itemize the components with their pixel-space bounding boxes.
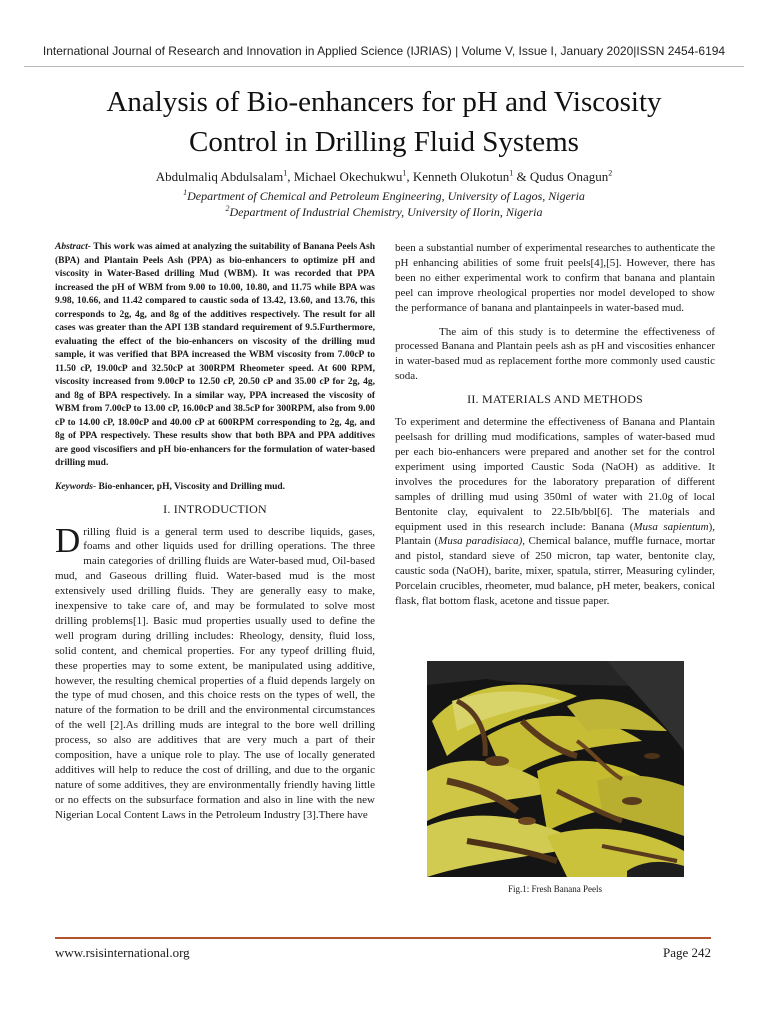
- keywords-text: Bio-enhancer, pH, Viscosity and Drilling mud.: [98, 481, 286, 492]
- abstract: [55, 241, 375, 471]
- keywords-label: Keywords-: [55, 481, 97, 492]
- paragraph-aim: The aim of this study is to determine the effectiveness of processed Banana and Plantain peels ash as pH and viscosities enhancer in water-based mud as replacement forthe more commonly used caustic soda.: [395, 325, 715, 383]
- author-4: Qudus Onagun: [529, 169, 609, 184]
- intro-heading: I. INTRODUCTION: [163, 501, 267, 516]
- paper-title: [40, 82, 728, 162]
- figure-caption: Fig.1: Fresh Banana Peels: [508, 884, 602, 894]
- author-4-affil: 2: [608, 168, 613, 178]
- affiliation-1-text: Department of Chemical and Petroleum Engineering, University of Lagos, Nigeria: [187, 189, 585, 203]
- methods-text-c: , Chemical balance, muffle furnace, mortar and pistol, standard sieve of 250 micron, tap water, bentonite clay, caustic soda (NaOH), barite, mixer, spatula, stirrer, Measuring cylinder, Porcelain crucibles, rheometer, mud balance, pH meter, beakers, conical flask, flat bottom flask, acetone and tissue paper.: [395, 535, 715, 608]
- keywords: [55, 481, 375, 494]
- author-3: Kenneth Olukotun: [412, 169, 510, 184]
- left-column: [55, 241, 375, 823]
- intro-text: rilling fluid is a general term used to describe liquids, gases, foams and other liquids used for drilling operations. The three main categories of drilling fluids are Water-based mud, Oil-based mud, and Gaseous drilling fluid. Water-based mud is the most extensively used drilling fluids. They are generally easy to make, inexpensive to take care of, and may be formulated to solve most drilling problems[1]. Basic mud properties usually used to define the well program during drilling includes: Rheology, density, fluid loss, solid content, and chemical properties. For any typeof drilling fluid, these properties may to some extent, be manipulated using additive, however, the resulting chemical properties of a fluid depends largely on the type of mud chosen, and this choice rests on the types of well, the nature of the formation to be drill and the environmental circumstances of the well [2].As drilling muds are integral to the bore well drilling process, so also are additives that are very much a part of their composition, have a unique role to play. The use of locally generated additives will help to reduce the cost of drilling, and due to the organic nature of some additives, they are environmentally friendly having little or no effects on the subsurface formation and also in line with the new Nigerian Local Content Laws in the Petroleum Industry [3].There have: [55, 525, 375, 821]
- page-number: Page 242: [662, 945, 711, 960]
- affiliation-2-text: Department of Industrial Chemistry, University of Ilorin, Nigeria: [229, 205, 543, 219]
- banana-peels-image: [427, 661, 684, 877]
- abstract-label: Abstract-: [55, 242, 91, 252]
- footer-website: www.rsisinternational.org: [55, 945, 190, 960]
- methods-heading: II. MATERIALS AND METHODS: [467, 392, 643, 407]
- abstract-text: This work was aimed at analyzing the suitability of Banana Peels Ash (BPA) and Plantain Peels Ash (PPA) as bio-enhancers to optimize pH and viscosity in Water-Based drilling Mud (WBM). It was recorded that PPA increased the pH of WBM from 9.00 to 10.00, 10.80, and 11.75 while BPA was 9.98, 10.66, and 11.42 compared to caustic soda of 13.42, 13.60, and 13.76, this corresponds to 2g, 4g, and 8g of the additives respectively. The result for all cases was greater than the API 13B standard requirement of 9.5.Furthermore, evaluating the effect of the bio-enhancers on viscosity of the drilling mud sample, it was verified that BPA increased the WBM viscosity from 7.00cP to 11.50 cP, 19.00cP and 32.50cP at 300RPM Rheometer speed. At 600 RPM, viscosity increased from 9.00cP to 12.50 cP, 20.50 cP and 35.00 cP for 2g, 4g, and 8g of BPA respectively. In a similar way, PPA increased the viscosity of WBM from 7.00cP to 13.00 cP, 16.00cP and 38.5cP for 300RPM, also from 9.00 cP to 14.00 cP, 18.00cP and 40.00 cP at 600RPM corresponding to 2g, 4g, and 8g of PPA respectively. These results show that both BPA and PPA additives are good viscosifiers and pH bio-enhancers for the formulation of water-based drilling mud.: [55, 242, 375, 468]
- author-1-affil: 1: [283, 168, 288, 178]
- author-2-affil: 1: [402, 168, 407, 178]
- banana-peels-photo: [427, 661, 684, 877]
- footer-divider: [55, 937, 711, 939]
- author-list: Abdulmaliq Abdulsalam$^1$, Michael Okechukwu$^1$, Kenneth Olukotun$^1$ & Qudus Onagun$^2$: [155, 168, 613, 184]
- species-banana: Musa sapientum: [633, 520, 709, 533]
- author-3-affil: 1: [509, 168, 514, 178]
- methods-text-b: ), Plantain (: [395, 520, 715, 548]
- drop-cap: D: [55, 520, 81, 560]
- header-divider: [24, 66, 744, 67]
- journal-header: International Journal of Research and Innovation in Applied Science (IJRIAS) | Volume V, Issue I, January 2020|ISSN 2454-6194: [42, 44, 726, 58]
- methods-text-a: To experiment and determine the effectiveness of Banana and Plantain peelsash for drilling mud modifications, samples of water-based mud per each bio-enhancers were prepared and another set for the control experiment using imported Caustic Soda (NaOH) as additive. It involves the procedures for the laboratory preparation of different samples of drilling mud using 350ml of water with 21.0g of local Bentonite clay, equivalent to 22.5Ib/bbl[6]. The materials and equipment used in this research include: Banana (: [395, 416, 715, 533]
- right-column: [395, 241, 715, 609]
- paragraph-continuation: been a substantial number of experimental researches to authenticate the pH enhancing abilities of some fruit peels[4],[5]. However, there has been no either experimental work to confirm that banana and plantain peel can improve rheological properties nor model developed to show the performance of banana and plantainpeels in water-based mud.: [395, 242, 715, 314]
- title-line-1: Analysis of Bio-enhancers for pH and Viscosity: [106, 86, 662, 118]
- affiliation-1: [40, 189, 728, 204]
- affiliation-1-num: 1: [183, 188, 188, 197]
- author-2: Michael Okechukwu: [293, 169, 403, 184]
- affiliation-2: [40, 205, 728, 220]
- paragraph-methods: [395, 415, 715, 609]
- title-line-2: Control in Drilling Fluid Systems: [189, 126, 579, 158]
- affiliation-2-num: 2: [225, 204, 230, 213]
- author-1: Abdulmaliq Abdulsalam: [155, 169, 284, 184]
- species-plantain: Musa paradisiaca): [438, 535, 523, 548]
- intro-paragraph: [55, 520, 375, 823]
